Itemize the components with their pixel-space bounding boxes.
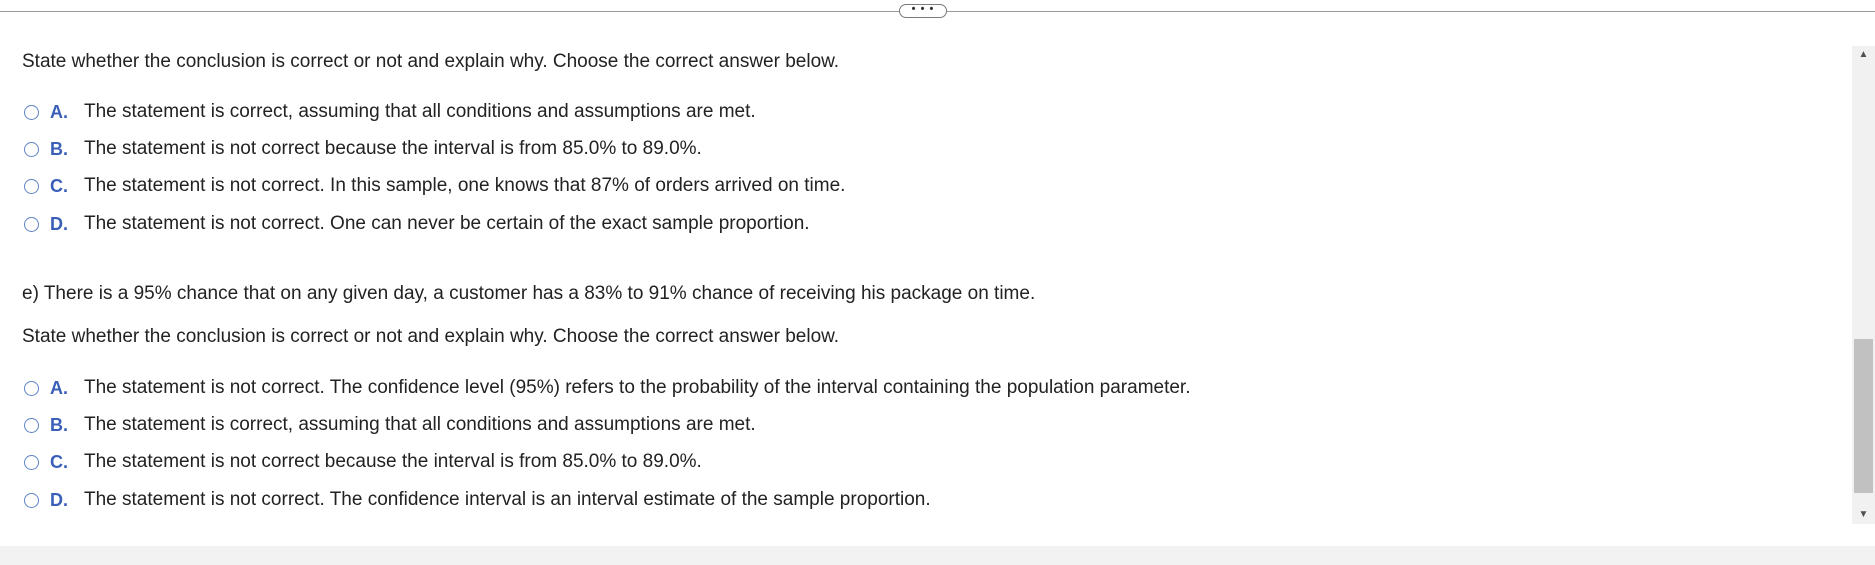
option-text: The statement is correct, assuming that all conditions and assumptions are met. [84,414,756,435]
option-text: The statement is not correct. One can never be certain of the exact sample proportion. [84,213,810,234]
option-letter: D. [50,489,68,510]
question-d-option-a[interactable] [24,100,756,124]
footer-strip [0,546,1875,565]
scrollbar-thumb[interactable] [1854,339,1873,493]
question-e-statement: e) There is a 95% chance that on any given day, a customer has a 83% to 91% chance of receiving his package on time. [22,283,1036,304]
radio-button-icon[interactable] [24,179,39,194]
question-e-option-c[interactable] [24,450,702,474]
radio-button-icon[interactable] [24,217,39,232]
question-d-option-d[interactable] [24,212,810,236]
vertical-scrollbar[interactable] [1852,46,1875,524]
option-text: The statement is not correct. In this sample, one knows that 87% of orders arrived on time. [84,175,846,196]
option-text: The statement is not correct. The confidence interval is an interval estimate of the sample proportion. [84,489,931,510]
more-options-button[interactable]: • • • [899,4,947,18]
radio-button-icon[interactable] [24,105,39,120]
radio-button-icon[interactable] [24,142,39,157]
question-d-option-b[interactable] [24,137,702,161]
scroll-down-arrow-icon[interactable]: ▼ [1858,509,1869,520]
radio-button-icon[interactable] [24,493,39,508]
question-e-option-b[interactable] [24,413,756,437]
option-letter: A. [50,101,68,122]
option-letter: B. [50,414,68,435]
option-text: The statement is not correct because the interval is from 85.0% to 89.0%. [84,138,702,159]
option-letter: B. [50,138,68,159]
question-d-prompt: State whether the conclusion is correct or not and explain why. Choose the correct answer below. [22,51,840,72]
radio-button-icon[interactable] [24,418,39,433]
question-d-option-c[interactable] [24,174,845,198]
option-text: The statement is correct, assuming that all conditions and assumptions are met. [84,101,756,122]
question-e-prompt: State whether the conclusion is correct or not and explain why. Choose the correct answer below. [22,326,840,347]
question-e-option-d[interactable] [24,488,931,512]
option-letter: A. [50,377,68,398]
radio-button-icon[interactable] [24,455,39,470]
scroll-up-arrow-icon[interactable]: ▲ [1858,49,1869,60]
question-e-option-a[interactable] [24,376,1191,400]
option-letter: D. [50,213,68,234]
question-content [0,46,1852,524]
option-letter: C. [50,451,68,472]
option-text: The statement is not correct because the interval is from 85.0% to 89.0%. [84,451,702,472]
option-text: The statement is not correct. The confidence level (95%) refers to the probability of the interval containing the population parameter. [84,377,1191,398]
option-letter: C. [50,175,68,196]
radio-button-icon[interactable] [24,381,39,396]
